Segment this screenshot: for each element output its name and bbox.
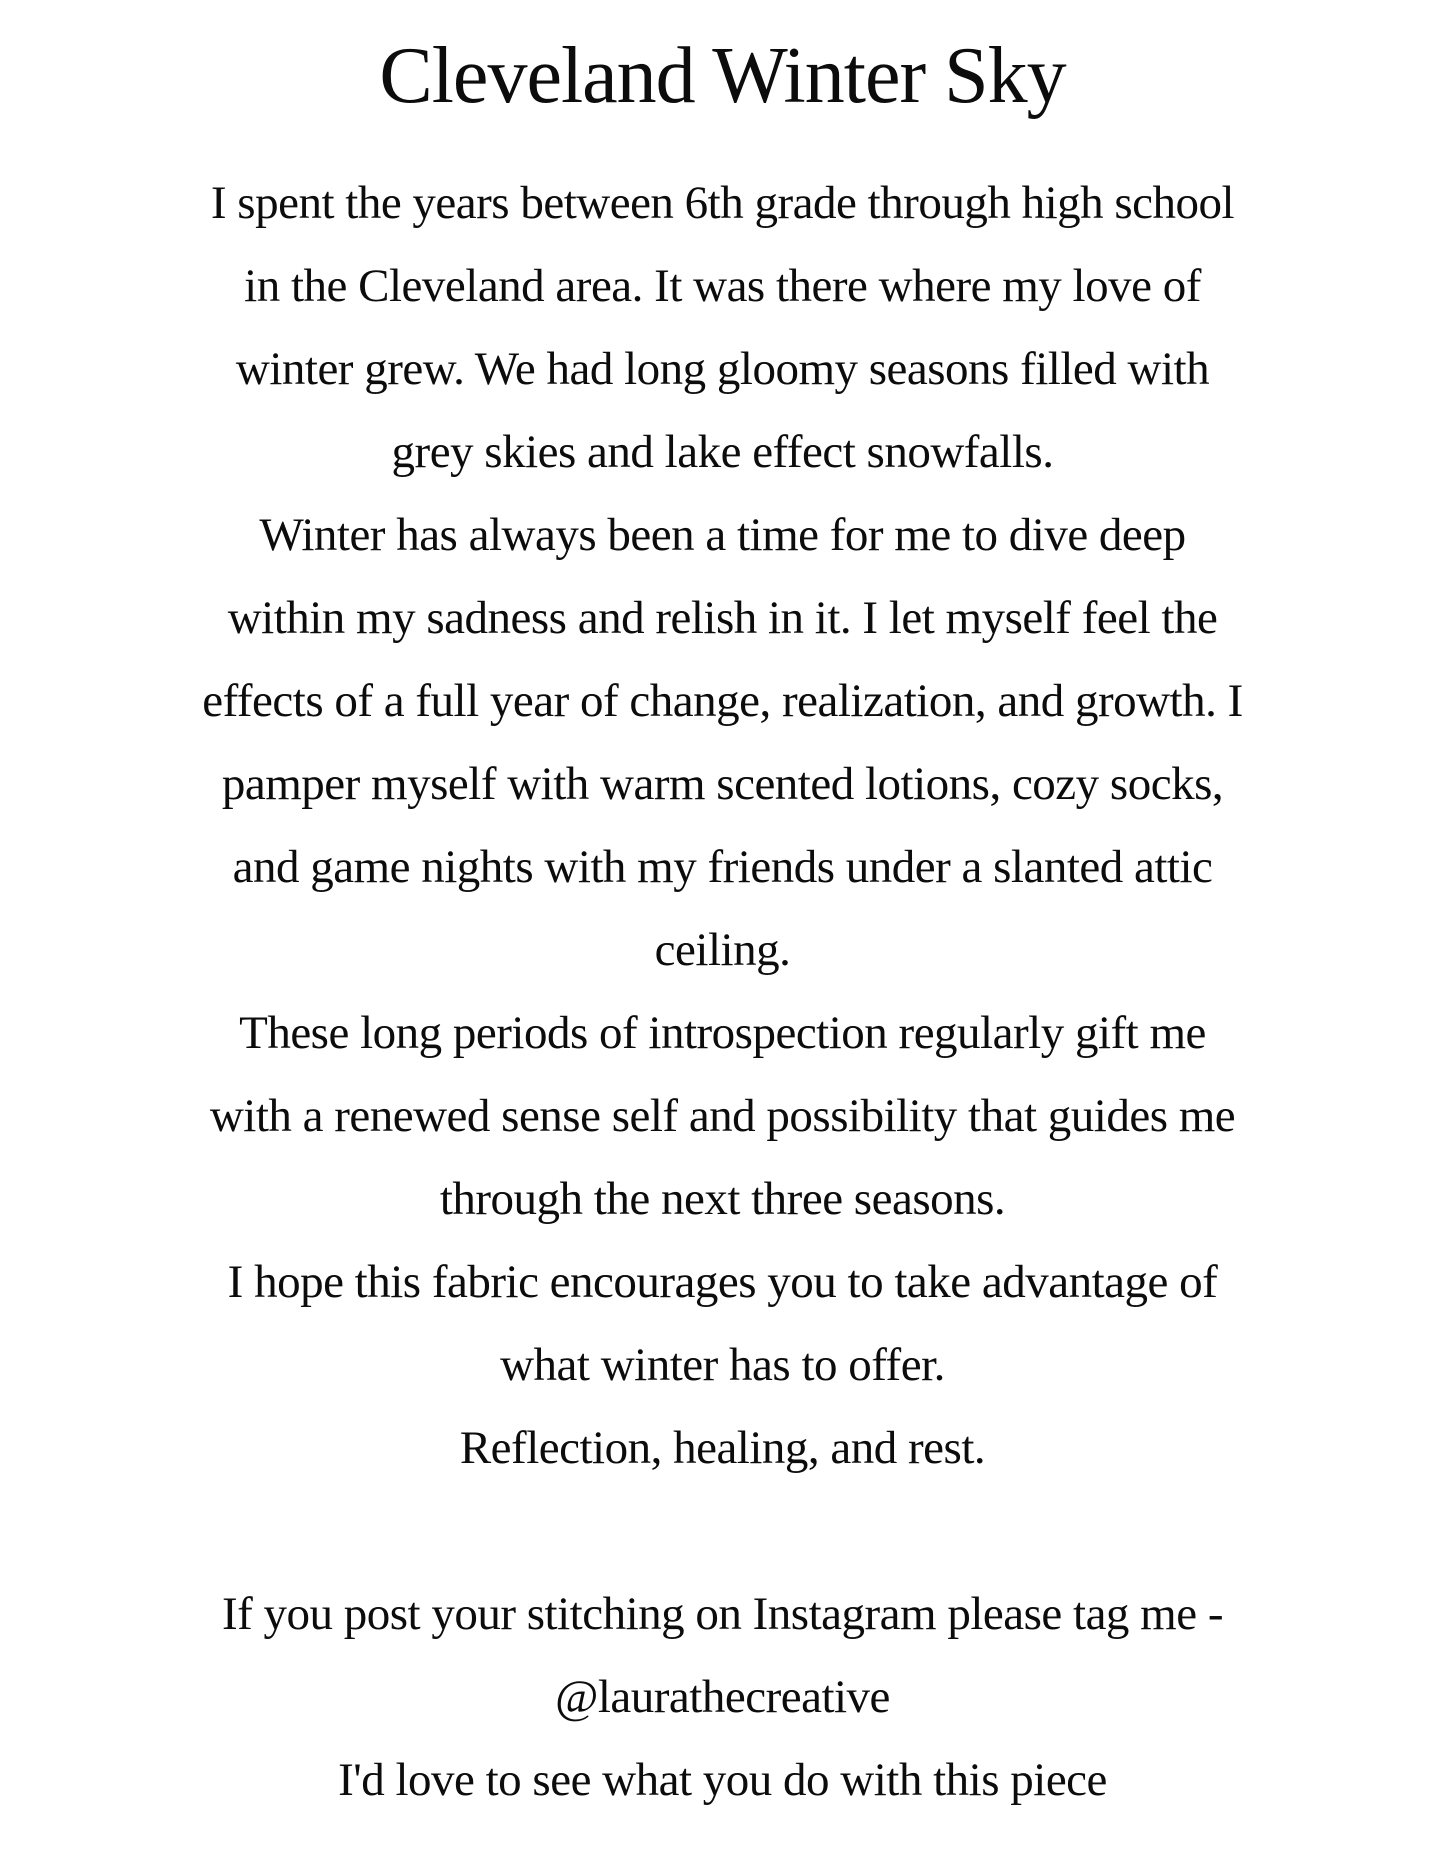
text-line: Winter has always been a time for me to dive deep — [259, 509, 1186, 561]
text-line: I spent the years between 6th grade through high school — [210, 177, 1235, 229]
text-line: ceiling. — [654, 924, 791, 976]
text-line: pamper myself with warm scented lotions, cozy socks, — [221, 758, 1224, 810]
page-title: Cleveland Winter Sky — [379, 32, 1066, 120]
text-line: grey skies and lake effect snowfalls. — [391, 426, 1054, 478]
text-line: within my sadness and relish in it. I let myself feel the — [227, 592, 1218, 644]
text-line: If you post your stitching on Instagram please tag me - — [221, 1588, 1224, 1640]
blank-line — [0, 1490, 1445, 1573]
text-line: winter grew. We had long gloomy seasons filled with — [235, 343, 1210, 395]
document-body — [0, 162, 1445, 1822]
text-line: with a renewed sense self and possibility that guides me — [209, 1090, 1236, 1142]
text-line: Reflection, healing, and rest. — [459, 1422, 986, 1474]
text-line: I hope this fabric encourages you to take advantage of — [227, 1256, 1218, 1308]
text-line: and game nights with my friends under a slanted attic — [232, 841, 1213, 893]
text-line: through the next three seasons. — [439, 1173, 1006, 1225]
text-line: in the Cleveland area. It was there where my love of — [244, 260, 1201, 312]
text-line: what winter has to offer. — [500, 1339, 945, 1391]
text-line: These long periods of introspection regularly gift me — [239, 1007, 1206, 1059]
text-line: effects of a full year of change, realization, and growth. I — [202, 675, 1243, 727]
text-line: @laurathecreative — [555, 1671, 890, 1723]
text-line: I'd love to see what you do with this piece — [338, 1754, 1107, 1806]
